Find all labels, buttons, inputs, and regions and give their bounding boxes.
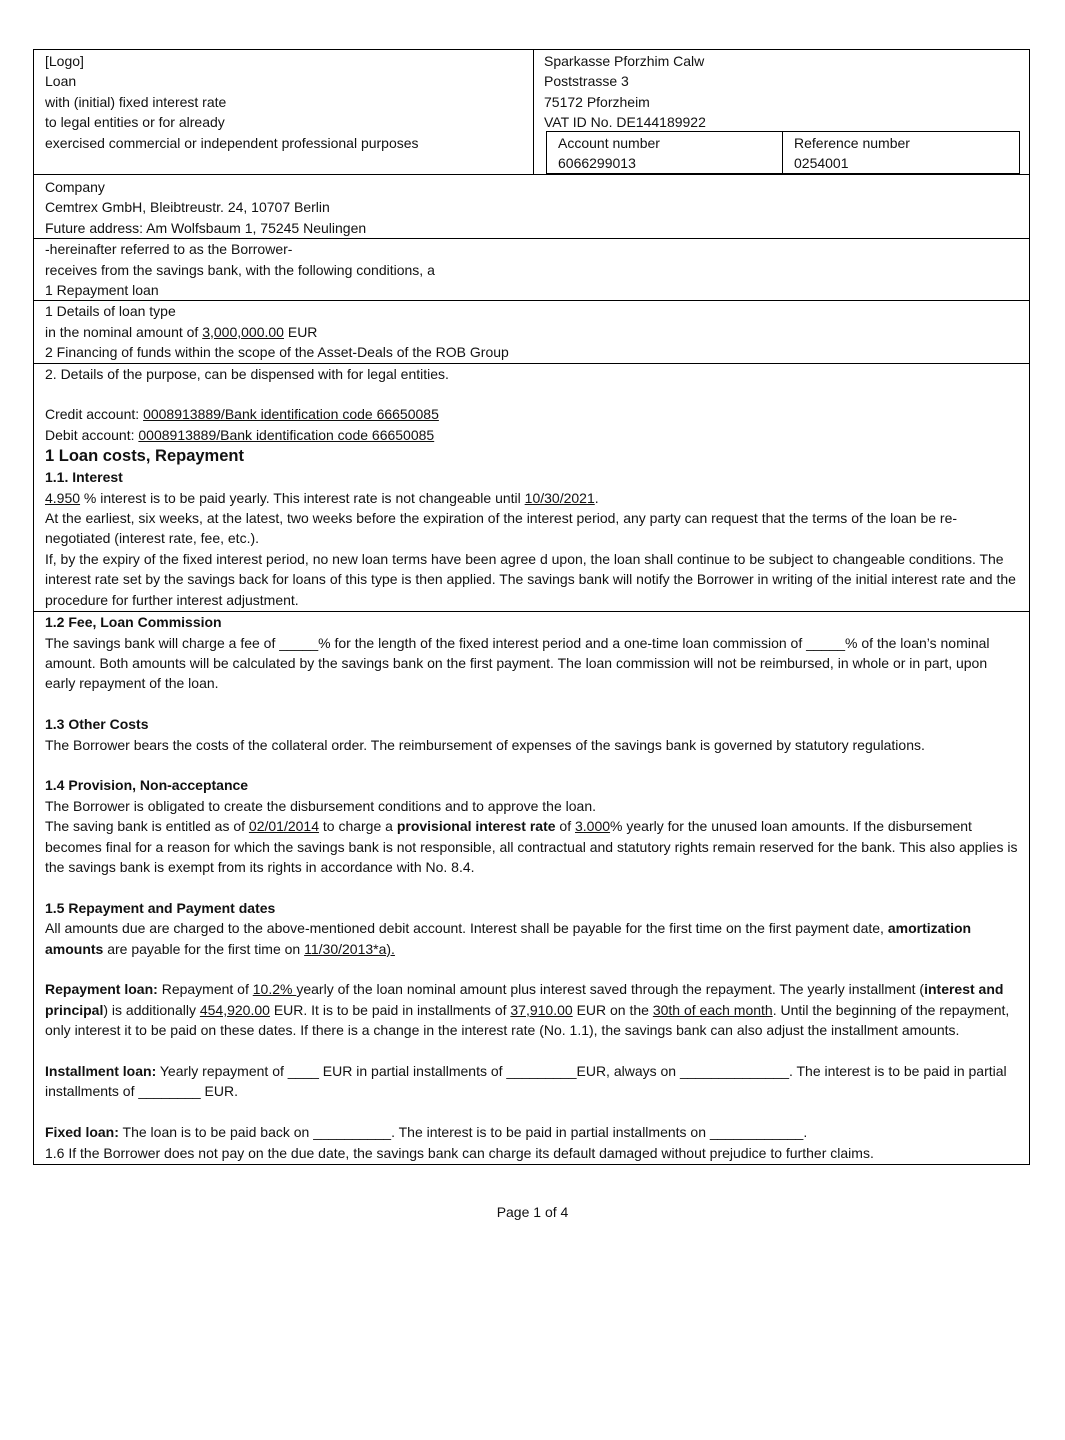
credit-account-value: 0008913889/Bank identification code 66650085 [143, 406, 439, 423]
company-future-address: Future address: Am Wolfsbaum 1, 75245 Neulingen [45, 219, 367, 236]
repayment-loan-text: EUR on the [572, 1001, 653, 1018]
debit-account-line [45, 425, 1018, 445]
loan-type-block [34, 50, 534, 174]
provision-paragraph-a: The Borrower is obligated to create the disbursement conditions and to approve the loan. [45, 797, 596, 814]
repayment-loan-text: yearly of the loan nominal amount plus interest saved through the repayment. The yearly installment ( [296, 981, 925, 998]
loan-details-section [34, 301, 1029, 363]
repayment-dates-heading: 1.5 Repayment and Payment dates [45, 899, 276, 916]
provision-date: 02/01/2014 [248, 818, 319, 835]
repayment-dates-text: are payable for the first time on [103, 940, 305, 957]
loan-type-line: 1 Details of loan type [45, 303, 176, 320]
doc-subtitle: to legal entities or for already [45, 114, 225, 131]
reference-value: 0254001 [794, 155, 849, 172]
provision-paragraph-b [45, 816, 1018, 877]
fixed-loan-label: Fixed loan: [45, 1124, 119, 1141]
repayment-loan-text: Repayment of [157, 981, 253, 998]
provision-rate: 3.000 [575, 818, 611, 835]
renegotiation-paragraph: At the earliest, six weeks, at the latest, two weeks before the expiration of the interest period, any party can request that the terms of the loan be re-negotiated (interest rate, fee, etc.). [45, 510, 958, 547]
company-address: Cemtrex GmbH, Bleibtreustr. 24, 10707 Berlin [45, 199, 330, 216]
yearly-installment-amount: 454,920.00 [199, 1001, 270, 1018]
nominal-amount-line [45, 322, 1018, 342]
repayment-percent: 10.2% [252, 981, 297, 998]
account-cell [547, 132, 783, 173]
debit-account-label: Debit account: [45, 426, 139, 443]
doc-subtitle: with (initial) fixed interest rate [45, 93, 227, 110]
bank-city: 75172 Pforzheim [544, 93, 650, 110]
provision-text: of [555, 818, 575, 835]
provision-text: The saving bank is entitled as of [45, 818, 249, 835]
account-label: Account number [558, 135, 660, 151]
interest-rate-text-end: . [594, 489, 599, 506]
document-header [34, 50, 1029, 175]
fixed-period-expiry-paragraph: If, by the expiry of the fixed interest period, no new loan terms have been agree d upon, the loan shall continue to be subject to changeable conditions. The interest rate set by the savings back for loans of this type is then applied. The savings bank will notify the Borrower in writing of the initial interest rate and the procedure for further interest adjustment. [45, 550, 1016, 608]
installment-loan-text: Yearly repayment of ____ EUR in partial installments of _________EUR, always on ______________. The interest is to be paid in partial installments of ________ EUR. [45, 1062, 1007, 1100]
repayment-dates-text: All amounts due are charged to the above-mentioned debit account. Interest shall be payable for the first time on the first payment date, [45, 920, 888, 937]
purpose-section [34, 364, 1029, 612]
other-costs-paragraph: The Borrower bears the costs of the collateral order. The reimbursement of expenses of the savings bank is governed by statutory regulations. [45, 736, 925, 753]
installment-loan-label: Installment loan: [45, 1062, 157, 1079]
reference-label: Reference number [794, 135, 910, 151]
borrower-section [34, 239, 1029, 301]
account-box [546, 131, 1020, 174]
default-paragraph: 1.6 If the Borrower does not pay on the due date, the savings bank can charge its default damaged without prejudice to further claims. [45, 1144, 874, 1161]
fixed-loan-text: The loan is to be paid back on __________. The interest is to be paid in partial installments on ____________. [118, 1124, 808, 1141]
borrower-line: 1 Repayment loan [45, 282, 159, 299]
fixed-loan-paragraph [45, 1122, 1018, 1142]
provision-text: to charge a [318, 818, 397, 835]
repayment-loan-label: Repayment loan: [45, 981, 158, 998]
nominal-amount: 3,000,000.00 [202, 323, 284, 340]
fees-section [34, 612, 1029, 1164]
provision-rate-label: provisional interest rate [396, 818, 556, 835]
amortization-label: amortization amounts [45, 920, 972, 957]
logo-placeholder: [Logo] [45, 53, 84, 69]
nominal-label: in the nominal amount of [45, 323, 203, 340]
installment-loan-paragraph [45, 1061, 1018, 1102]
loan-document [33, 49, 1030, 1165]
repayment-dates-paragraph [45, 918, 1018, 959]
payment-day: 30th of each month [652, 1001, 773, 1018]
first-amortization-date: 11/30/2013*a). [304, 940, 395, 957]
interest-heading: 1.1. Interest [45, 469, 123, 486]
bank-street: Poststrasse 3 [544, 73, 629, 90]
repayment-loan-text: ) is additionally [103, 1001, 200, 1018]
account-value: 6066299013 [558, 155, 636, 172]
repayment-loan-text: EUR. It is to be paid in installments of [269, 1001, 511, 1018]
fee-paragraph: The savings bank will charge a fee of _____% for the length of the fixed interest period and a one-time loan commission of _____% of the loan’s nominal amount. Both amounts will be calculated by the savings bank on the first payment. The loan commission will not be reimbursed, in whole or in part, upon early repayment of the loan. [45, 634, 990, 692]
credit-account-line [45, 404, 1018, 424]
borrower-line: -hereinafter referred to as the Borrower- [45, 241, 293, 258]
bank-vat: VAT ID No. DE144189922 [544, 114, 706, 131]
financing-line: 2 Financing of funds within the scope of the Asset-Deals of the ROB Group [45, 344, 509, 361]
borrower-line: receives from the savings bank, with the following conditions, a [45, 261, 435, 278]
doc-subtitle: exercised commercial or independent professional purposes [45, 134, 419, 151]
nominal-currency: EUR [283, 323, 318, 340]
section-title-loan-costs: 1 Loan costs, Repayment [45, 447, 244, 466]
provision-heading: 1.4 Provision, Non-acceptance [45, 777, 249, 794]
monthly-installment-amount: 37,910.00 [510, 1001, 573, 1018]
reference-cell [783, 132, 921, 173]
provision-text: % yearly for the unused loan amounts. If the disbursement becomes final for a reason for which the savings bank is not responsible, all contractual and statutory rights remain reserved for the bank. This also applies is the savings bank is exempt from its rights in accordance with No. 8.4. [45, 818, 1018, 875]
interest-rate-text: % interest is to be paid yearly. This interest rate is not changeable until [80, 489, 525, 506]
interest-principal-label: interest and principal [45, 981, 1004, 1018]
purpose-line: 2. Details of the purpose, can be dispensed with for legal entities. [45, 365, 449, 382]
debit-account-value: 0008913889/Bank identification code 66650085 [138, 426, 435, 443]
company-section [34, 175, 1029, 239]
repayment-loan-text: . Until the beginning of the repayment, only interest it to be paid on these dates. If there is a change in the interest rate (No. 1.1), the savings bank can also adjust the installment amounts. [45, 1001, 1010, 1039]
repayment-loan-paragraph [45, 979, 1018, 1040]
interest-rate: 4.950 [45, 489, 81, 506]
bank-block [534, 50, 1029, 174]
interest-rate-line [45, 488, 1018, 508]
fee-heading: 1.2 Fee, Loan Commission [45, 614, 222, 631]
bank-name: Sparkasse Pforzhim Calw [544, 53, 705, 69]
other-costs-heading: 1.3 Other Costs [45, 716, 149, 733]
page-number: Page 1 of 4 [496, 1204, 569, 1220]
doc-title: Loan [45, 73, 77, 90]
company-label: Company [45, 179, 105, 195]
credit-account-label: Credit account: [45, 406, 144, 423]
interest-fixed-until: 10/30/2021 [524, 489, 595, 506]
